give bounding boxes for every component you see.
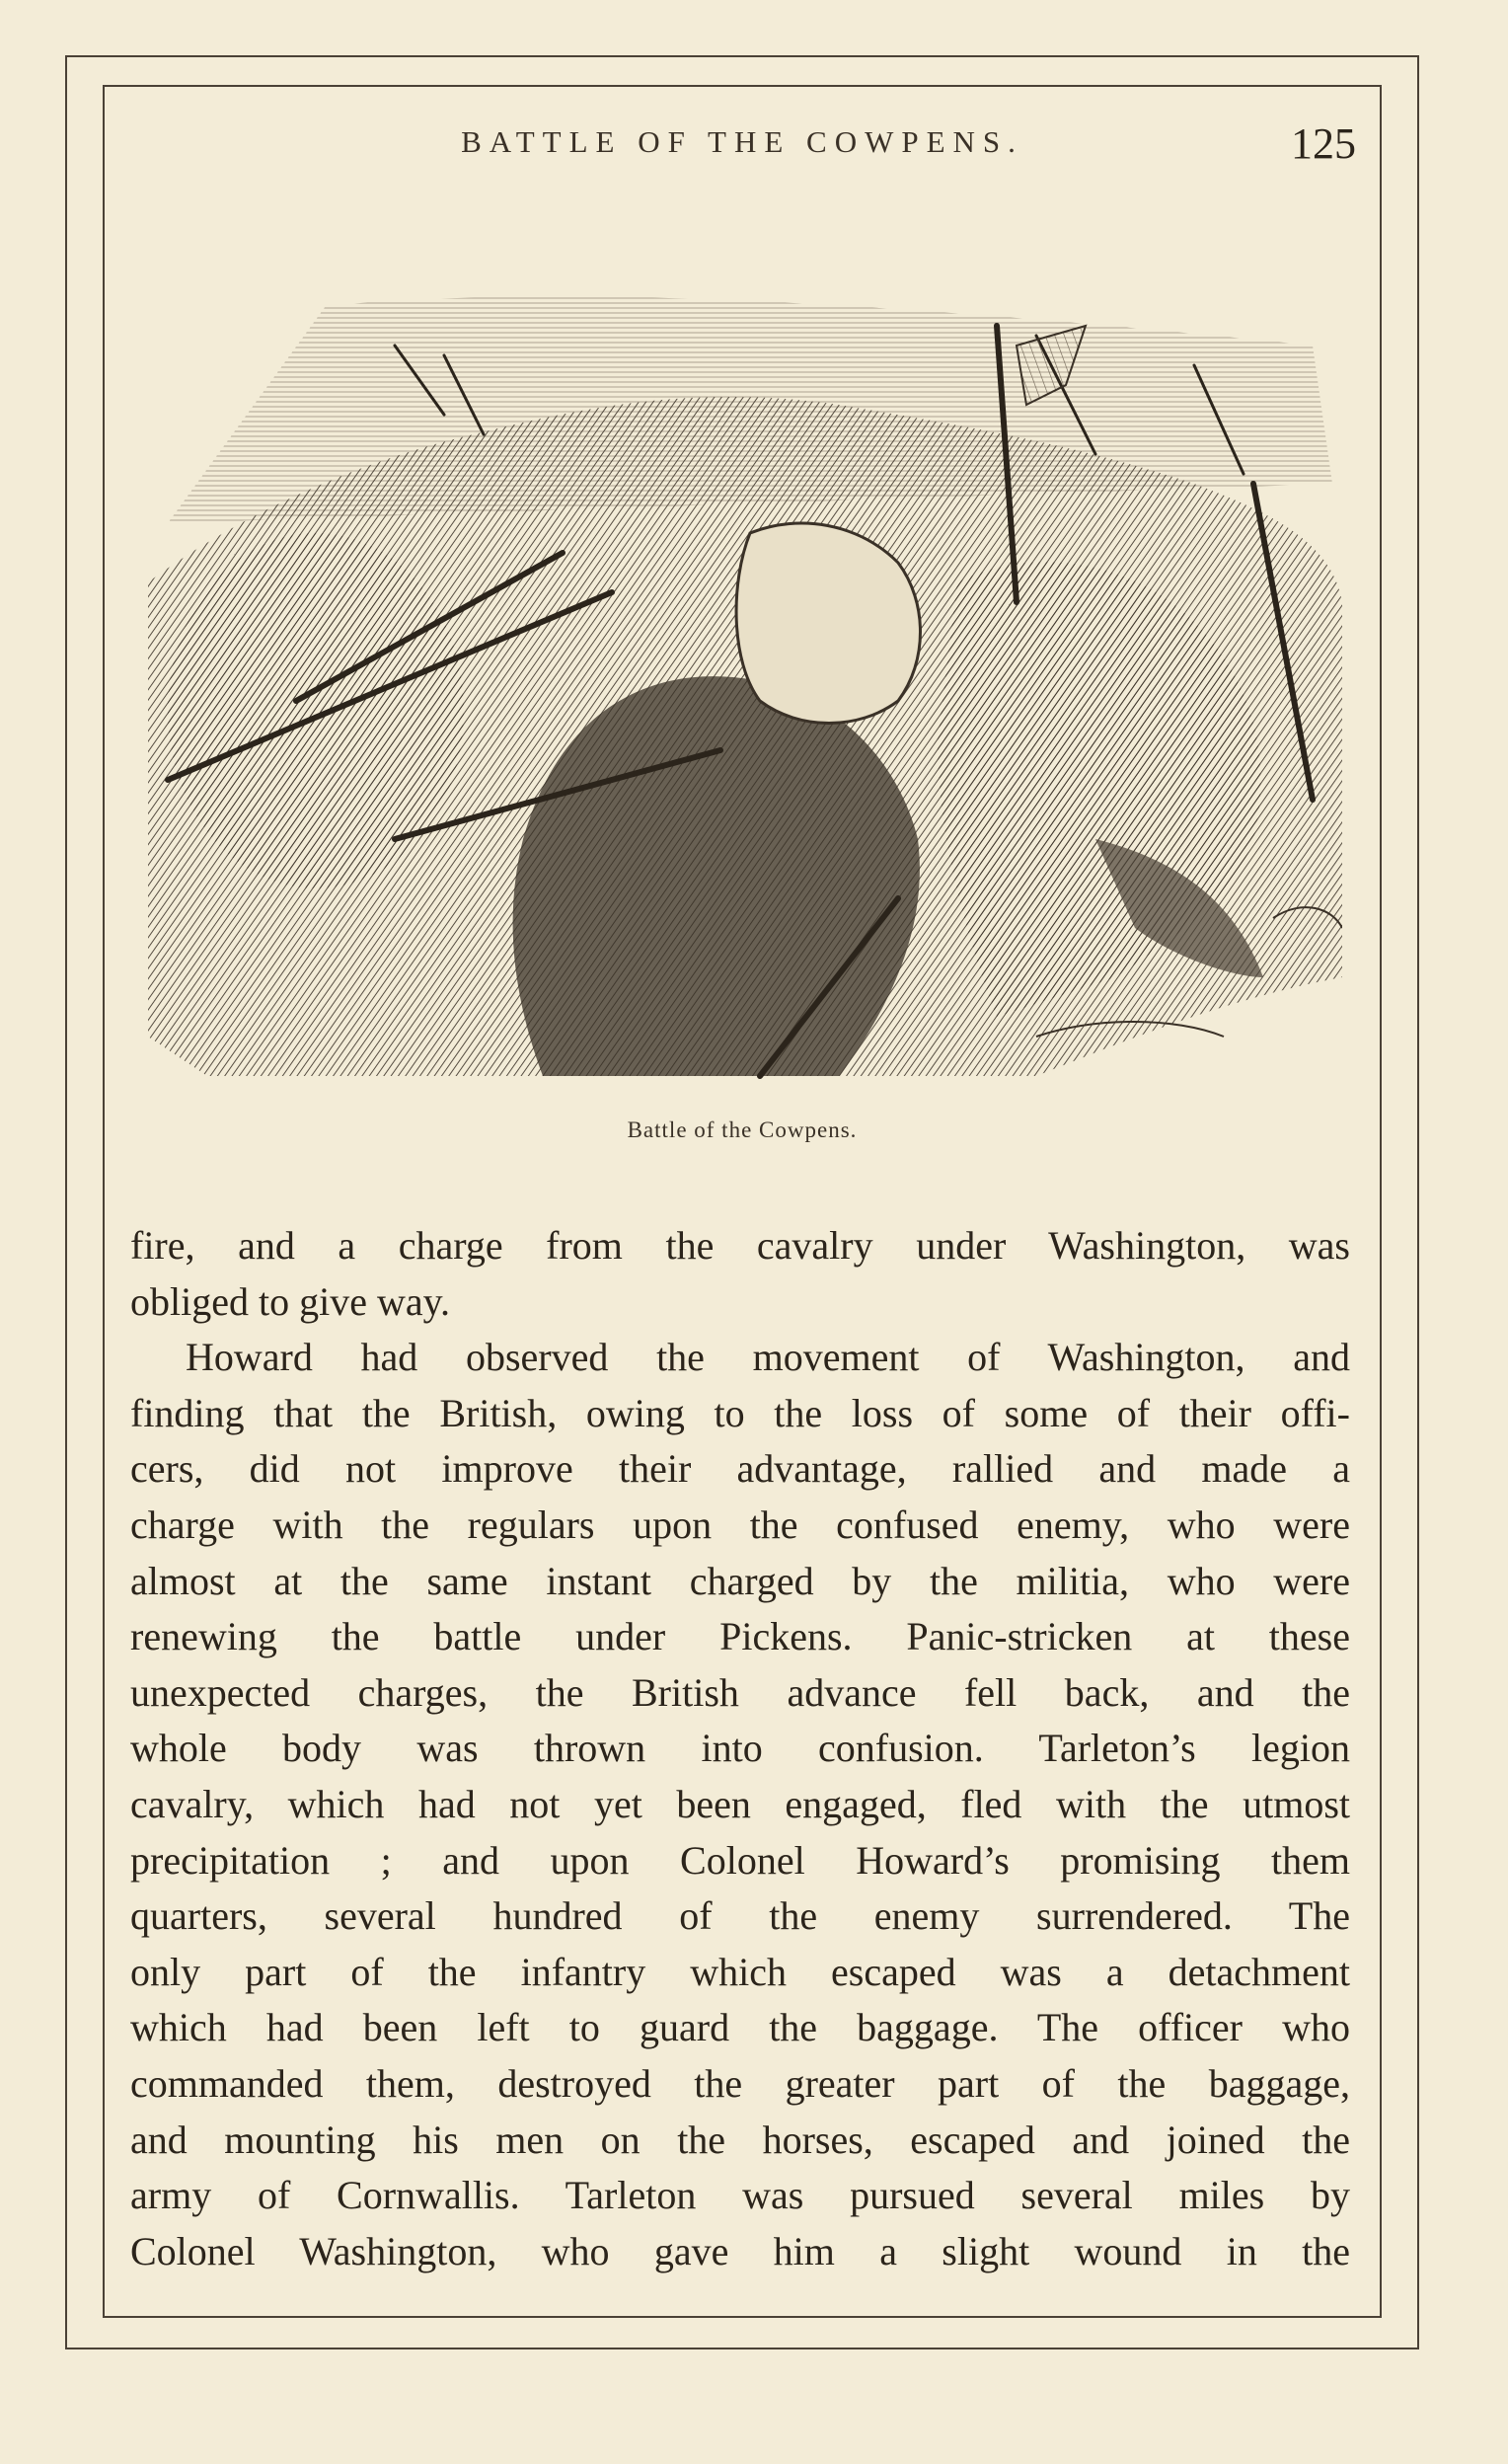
text-line: renewing the battle under Pickens. Panic-stricken at these [130,1614,1350,1659]
text-line: fire, and a charge from the cavalry under Washington, was [130,1223,1350,1268]
text-line: unexpected charges, the British advance fell back, and the [130,1669,1350,1715]
text-line: Colonel Washington, who gave him a slight wound in the [130,2228,1350,2273]
text-line: obliged to give way. [130,1278,451,1324]
text-line: Howard had observed the movement of Washington, and [186,1335,1350,1380]
text-line: precipitation ; and upon Colonel Howard’s promising them [130,1837,1350,1883]
text-line: whole body was thrown into confusion. Tarleton’s legion [130,1726,1350,1771]
text-line: charge with the regulars upon the confused enemy, who were [130,1502,1350,1547]
text-line: cavalry, which had not yet been engaged, fled with the utmost [130,1781,1350,1826]
figure-caption: Battle of the Cowpens. [627,1117,858,1142]
text-line: almost at the same instant charged by the militia, who were [130,1558,1350,1603]
text-line: quarters, several hundred of the enemy surrendered. The [130,1893,1350,1939]
text-line: which had been left to guard the baggage. The officer who [130,2005,1350,2050]
engraving-illustration [148,286,1342,1096]
body-text [130,1218,1350,2279]
text-line: and mounting his men on the horses, escaped and joined the [130,2117,1350,2162]
running-head [103,118,1382,168]
text-line: cers, did not improve their advantage, rallied and made a [130,1446,1350,1492]
text-line: commanded them, destroyed the greater part of the baggage, [130,2060,1350,2106]
text-line: finding that the British, owing to the loss of some of their offi- [130,1390,1350,1435]
text-line: army of Cornwallis. Tarleton was pursued several miles by [130,2173,1350,2218]
running-title: BATTLE OF THE COWPENS. [461,124,1023,159]
battle-engraving [148,286,1342,1096]
page-number: 125 [1291,119,1356,168]
text-line: only part of the infantry which escaped was a detachment [130,1949,1350,1994]
